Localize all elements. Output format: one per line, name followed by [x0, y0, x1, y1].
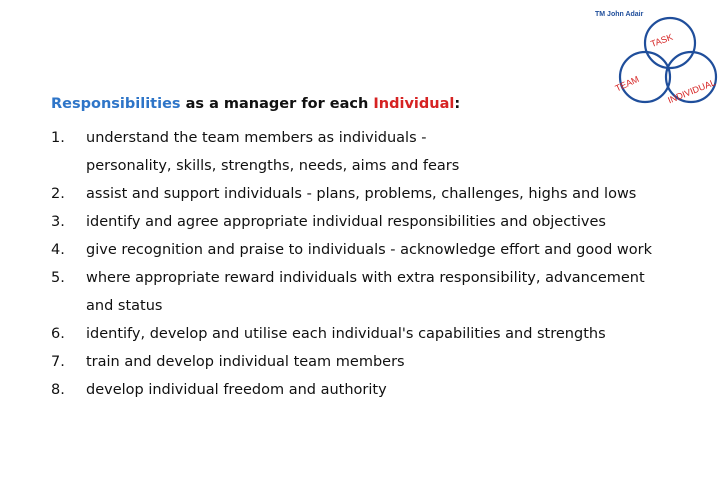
list-item [51, 320, 652, 348]
list-item [51, 236, 652, 264]
item-number: 8. [51, 382, 65, 398]
item-text [86, 124, 459, 180]
heading-colon: : [454, 96, 461, 112]
item-text: develop individual freedom and authority [86, 382, 387, 398]
item-number: 7. [51, 354, 65, 370]
logo-word-team: TEAM [613, 73, 641, 94]
heading-individual: Individual [373, 96, 455, 112]
item-text: train and develop individual team members [86, 354, 405, 370]
list-item [51, 264, 652, 320]
item-text: identify, develop and utilise each individual's capabilities and strengths [86, 326, 606, 342]
item-line: and status [86, 298, 163, 314]
item-number: 1. [51, 130, 65, 146]
list-item [51, 208, 652, 236]
item-text: identify and agree appropriate individual responsibilities and objectives [86, 214, 606, 230]
item-number: 2. [51, 186, 65, 202]
heading-middle: as a manager for each [180, 96, 374, 112]
responsibilities-list [51, 124, 652, 404]
logo-credit: TM John Adair [595, 11, 644, 18]
item-text [86, 264, 645, 320]
item-number: 6. [51, 326, 65, 342]
page-heading [51, 96, 460, 112]
item-line: personality, skills, strengths, needs, aims and fears [86, 158, 460, 174]
item-number: 4. [51, 242, 65, 258]
list-item [51, 348, 652, 376]
list-item [51, 124, 652, 180]
heading-responsibilities: Responsibilities [51, 96, 181, 112]
list-item [51, 180, 652, 208]
item-line: understand the team members as individuals - [86, 130, 427, 146]
logo-word-individual: INDIVIDUAL [666, 77, 717, 106]
item-number: 3. [51, 214, 65, 230]
item-text: give recognition and praise to individuals - acknowledge effort and good work [86, 242, 652, 258]
action-centred-leadership-logo [588, 8, 728, 108]
item-text: assist and support individuals - plans, problems, challenges, highs and lows [86, 186, 637, 202]
list-item [51, 376, 652, 404]
item-number: 5. [51, 270, 65, 286]
logo-word-task: TASK [649, 31, 675, 50]
item-line: where appropriate reward individuals with extra responsibility, advancement [86, 270, 645, 286]
